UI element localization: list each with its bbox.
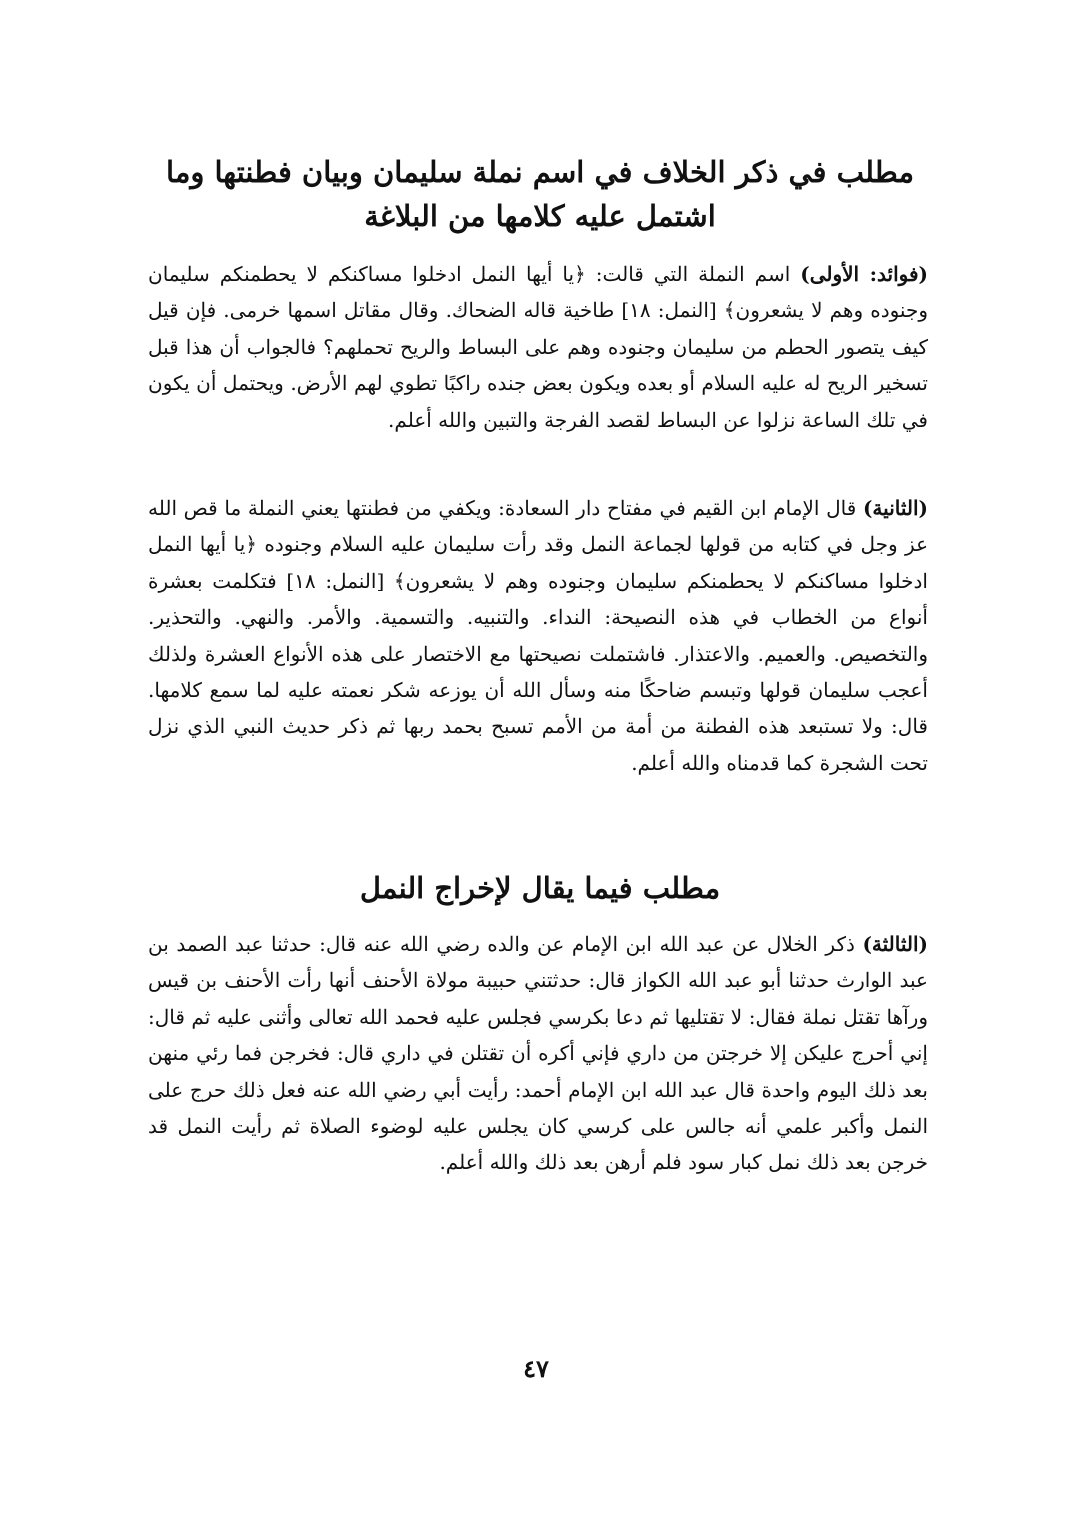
paragraph-text: اسم النملة التي قالت: ﴿يا أيها النمل ادخلوا مساكنكم لا يحطمنكم سليمان وجنوده وهم لا يشعرون﴾ [النمل: ١٨] طاخية قاله الضحاك. وقال مقاتل اسمها خرمى. فإن قيل كيف يتصور الحطم من سليمان وجنوده وهم على البساط والريح تحملهم؟ فالجواب أن هذا قبل تسخير الريح له عليه السلام أو بعده ويكون بعض جنده راكبًا تطوي لهم الأرض. ويحتمل أن يكون في تلك الساعة نزلوا عن البساط لقصد الفرجة والتبين والله أعلم. xyxy=(148,262,929,432)
page-number: ٤٧ xyxy=(523,1354,549,1383)
paragraph-second-benefit xyxy=(148,490,928,781)
paragraph-text: قال الإمام ابن القيم في مفتاح دار السعادة: ويكفي من فطنتها يعني النملة ما قص الله عز وجل في كتابه من قولها لجماعة النمل وقد رأت سليمان عليه السلام وجنوده ﴿يا أيها النمل ادخلوا مساكنكم لا يحطمنكم سليمان وجنوده وهم لا يشعرون﴾ [النمل: ١٨] فتكلمت بعشرة أنواع من الخطاب في هذه النصيحة: النداء. والتنبيه. والتسمية. والأمر. والنهي. والتحذير. والتخصيص. والعميم. والاعتذار. فاشتملت نصيحتها مع الاختصار على هذه الأنواع العشرة ولذلك أعجب سليمان قولها وتبسم ضاحكًا منه وسأل الله أن يوزعه شكر نعمته عليه لما سمع كلامها. قال: ولا تستبعد هذه الفطنة من أمة من الأمم تسبح بحمد ربها ثم ذكر حديث النبي الذي نزل تحت الشجرة كما قدمناه والله أعلم. xyxy=(148,496,928,775)
paragraph-first-benefit xyxy=(148,256,928,438)
paragraph-lead: (الثالثة) xyxy=(862,932,928,956)
paragraph-lead: (فوائد: الأولى) xyxy=(800,262,928,286)
paragraph-lead: (الثانية) xyxy=(862,496,928,520)
section-heading-expelling-ants: مطلب فيما يقال لإخراج النمل xyxy=(359,871,721,905)
paragraph-text: ذكر الخلال عن عبد الله ابن الإمام عن والده رضي الله عنه قال: حدثنا عبد الصمد بن عبد الوارث حدثنا أبو عبد الله الكواز قال: حدثتني حبيبة مولاة الأحنف أنها رأت الأحنف بن قيس ورآها تقتل نملة فقال: لا تقتليها ثم دعا بكرسي فجلس عليه فحمد الله تعالى وأثنى عليه ثم قال: إني أحرج عليكن إلا خرجتن من داري فإني أكره أن تقتلن في داري قال: فخرجن فما رئي منهن بعد ذلك اليوم واحدة قال عبد الله ابن الإمام أحمد: رأيت أبي رضي الله عنه فعل ذلك حرج على النمل وأكبر علمي أنه جالس على كرسي كان يجلس عليه لوضوء الصلاة ثم رأيت النمل قد خرجن بعد ذلك نمل كبار سود فلم أرهن بعد ذلك والله أعلم. xyxy=(148,932,928,1175)
paragraph-third-benefit xyxy=(148,926,928,1181)
section-heading-ant-name: مطلب في ذكر الخلاف في اسم نملة سليمان وبيان فطنتها وما اشتمل عليه كلامها من البلاغة xyxy=(165,155,914,233)
